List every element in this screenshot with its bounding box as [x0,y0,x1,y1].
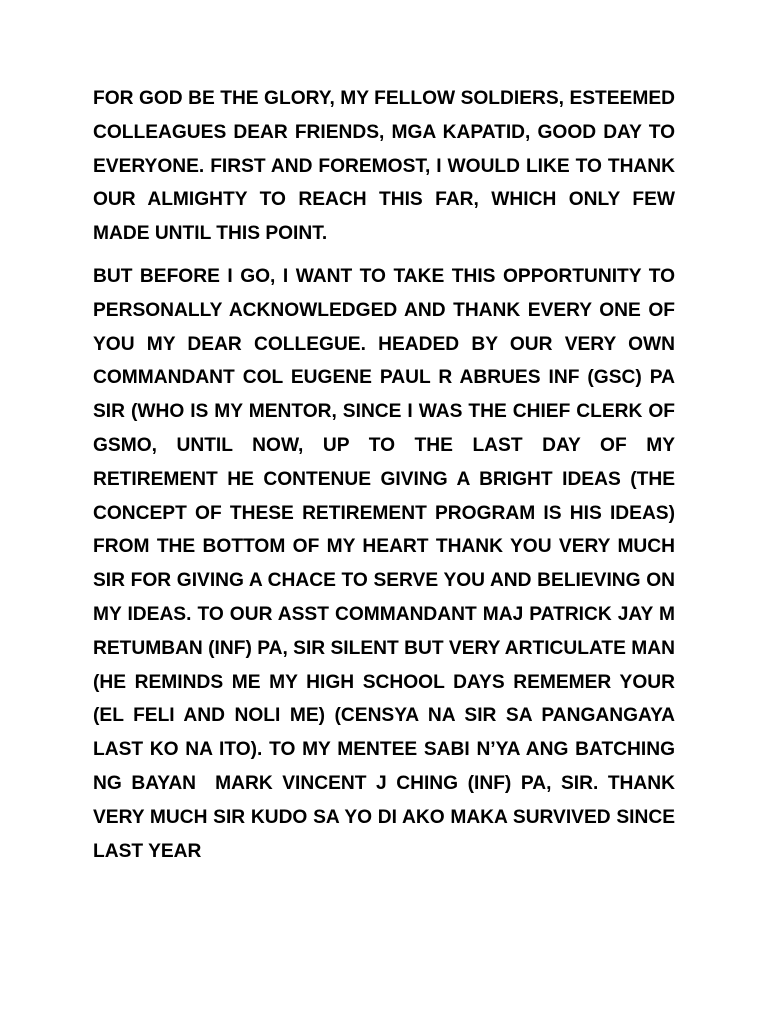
document-body [93,82,686,868]
paragraph-opening: FOR GOD BE THE GLORY, MY FELLOW SOLDIERS, ESTEEMED COLLEAGUES DEAR FRIENDS, MGA KAPATID, GOOD DAY TO EVERYONE. FIRST AND FOREMOST, I WOULD LIKE TO THANK OUR ALMIGHTY TO REACH THIS FAR, WHICH ONLY FEW MADE UNTIL THIS POINT. [93,88,681,245]
paragraph-acknowledgements: BUT BEFORE I GO, I WANT TO TAKE THIS OPPORTUNITY TO PERSONALLY ACKNOWLEDGED AND THANK EVERY ONE OF YOU MY DEAR COLLEGUE. HEADED BY OUR VERY OWN COMMANDANT COL EUGENE PAUL R ABRUES INF (GSC) PA SIR (WHO IS MY MENTOR, SINCE I WAS THE CHIEF CLERK OF GSMO, UNTIL NOW, UP TO THE LAST DAY OF MY RETIREMENT HE CONTENUE GIVING A BRIGHT IDEAS (THE CONCEPT OF THESE RETIREMENT PROGRAM IS HIS IDEAS) FROM THE BOTTOM OF MY HEART THANK YOU VERY MUCH SIR FOR GIVING A CHACE TO SERVE YOU AND BELIEVING ON MY IDEAS. TO OUR ASST COMMANDANT MAJ PATRICK JAY M RETUMBAN (INF) PA, SIR SILENT BUT VERY ARTICULATE MAN (HE REMINDS ME MY HIGH SCHOOL DAYS REMEMER YOUR (EL FELI AND NOLI ME) (CENSYA NA SIR SA PANGANGAYA LAST KO NA ITO). TO MY MENTEE SABI N’YA ANG BATCHING NG BAYAN MARK VINCENT J CHING (INF) PA, SIR. THANK VERY MUCH SIR KUDO SA YO DI AKO MAKA SURVIVED SINCE LAST YEAR [93,265,686,862]
